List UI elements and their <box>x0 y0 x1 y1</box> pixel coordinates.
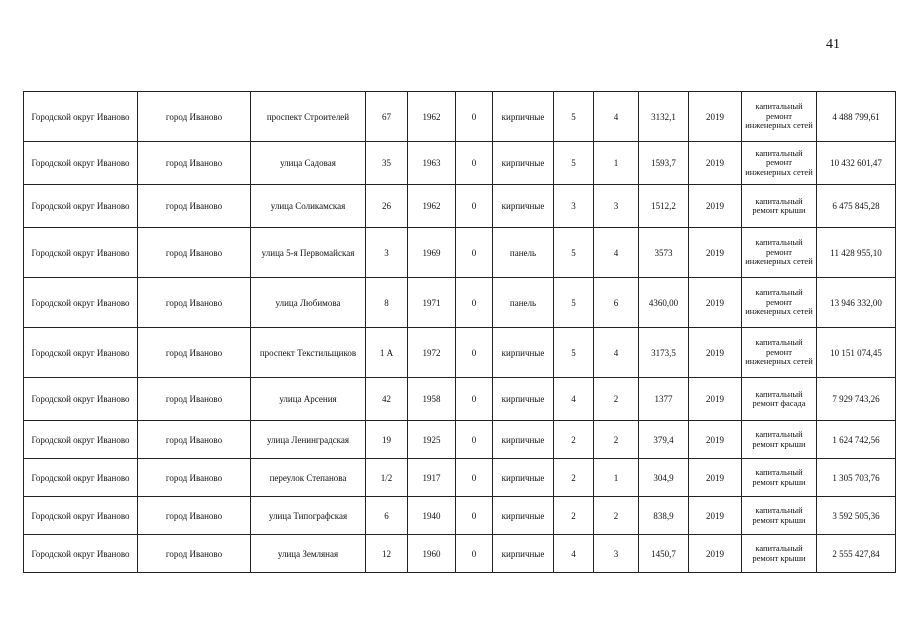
table-body <box>24 92 896 573</box>
wall-material-cell: кирпичные <box>493 378 554 421</box>
district-cell: Городской округ Иваново <box>24 497 138 535</box>
work-type-cell: капитальный ремонт инженерных сетей <box>742 278 817 328</box>
zero-value-cell: 0 <box>456 378 493 421</box>
area-cell: 3573 <box>639 228 689 278</box>
cost-cell: 4 488 799,61 <box>817 92 896 142</box>
zero-value-cell: 0 <box>456 535 493 573</box>
plan-year-cell: 2019 <box>689 378 742 421</box>
house-number-cell: 3 <box>366 228 408 278</box>
floors-cell: 5 <box>554 142 594 185</box>
district-cell: Городской округ Иваново <box>24 278 138 328</box>
cost-cell: 1 624 742,56 <box>817 421 896 459</box>
work-type-cell: капитальный ремонт крыши <box>742 421 817 459</box>
work-type-cell: капитальный ремонт крыши <box>742 459 817 497</box>
cost-cell: 6 475 845,28 <box>817 185 896 228</box>
city-cell: город Иваново <box>138 328 251 378</box>
wall-material-cell: панель <box>493 228 554 278</box>
house-number-cell: 26 <box>366 185 408 228</box>
floors-cell: 4 <box>554 378 594 421</box>
street-cell: улица Земляная <box>251 535 366 573</box>
work-type-cell: капитальный ремонт крыши <box>742 497 817 535</box>
floors-cell: 2 <box>554 459 594 497</box>
work-type-cell: капитальный ремонт инженерных сетей <box>742 228 817 278</box>
city-cell: город Иваново <box>138 278 251 328</box>
house-number-cell: 35 <box>366 142 408 185</box>
build-year-cell: 1917 <box>408 459 456 497</box>
build-year-cell: 1971 <box>408 278 456 328</box>
entrances-cell: 4 <box>594 92 639 142</box>
entrances-cell: 3 <box>594 535 639 573</box>
entrances-cell: 4 <box>594 328 639 378</box>
build-year-cell: 1958 <box>408 378 456 421</box>
plan-year-cell: 2019 <box>689 497 742 535</box>
wall-material-cell: кирпичные <box>493 421 554 459</box>
table-row <box>24 185 896 228</box>
cost-cell: 1 305 703,76 <box>817 459 896 497</box>
district-cell: Городской округ Иваново <box>24 378 138 421</box>
build-year-cell: 1925 <box>408 421 456 459</box>
table-row <box>24 421 896 459</box>
zero-value-cell: 0 <box>456 92 493 142</box>
street-cell: улица Ленинградская <box>251 421 366 459</box>
area-cell: 4360,00 <box>639 278 689 328</box>
entrances-cell: 2 <box>594 378 639 421</box>
entrances-cell: 1 <box>594 142 639 185</box>
wall-material-cell: панель <box>493 278 554 328</box>
work-type-cell: капитальный ремонт крыши <box>742 535 817 573</box>
district-cell: Городской округ Иваново <box>24 92 138 142</box>
street-cell: переулок Степанова <box>251 459 366 497</box>
district-cell: Городской округ Иваново <box>24 228 138 278</box>
city-cell: город Иваново <box>138 535 251 573</box>
house-number-cell: 6 <box>366 497 408 535</box>
table-row <box>24 278 896 328</box>
table-row <box>24 328 896 378</box>
street-cell: проспект Строителей <box>251 92 366 142</box>
zero-value-cell: 0 <box>456 185 493 228</box>
city-cell: город Иваново <box>138 92 251 142</box>
build-year-cell: 1972 <box>408 328 456 378</box>
house-number-cell: 8 <box>366 278 408 328</box>
area-cell: 1450,7 <box>639 535 689 573</box>
table-row <box>24 535 896 573</box>
city-cell: город Иваново <box>138 185 251 228</box>
area-cell: 1512,2 <box>639 185 689 228</box>
plan-year-cell: 2019 <box>689 328 742 378</box>
district-cell: Городской округ Иваново <box>24 328 138 378</box>
cost-cell: 13 946 332,00 <box>817 278 896 328</box>
entrances-cell: 6 <box>594 278 639 328</box>
work-type-cell: капитальный ремонт инженерных сетей <box>742 92 817 142</box>
build-year-cell: 1960 <box>408 535 456 573</box>
work-type-cell: капитальный ремонт фасада <box>742 378 817 421</box>
page-number: 41 <box>826 37 840 52</box>
street-cell: улица Садовая <box>251 142 366 185</box>
plan-year-cell: 2019 <box>689 278 742 328</box>
house-number-cell: 19 <box>366 421 408 459</box>
entrances-cell: 3 <box>594 185 639 228</box>
cost-cell: 11 428 955,10 <box>817 228 896 278</box>
plan-year-cell: 2019 <box>689 459 742 497</box>
work-type-cell: капитальный ремонт крыши <box>742 185 817 228</box>
street-cell: улица Соликамская <box>251 185 366 228</box>
floors-cell: 2 <box>554 497 594 535</box>
house-number-cell: 12 <box>366 535 408 573</box>
cost-cell: 2 555 427,84 <box>817 535 896 573</box>
zero-value-cell: 0 <box>456 328 493 378</box>
plan-year-cell: 2019 <box>689 228 742 278</box>
zero-value-cell: 0 <box>456 142 493 185</box>
wall-material-cell: кирпичные <box>493 535 554 573</box>
street-cell: улица Типографская <box>251 497 366 535</box>
build-year-cell: 1962 <box>408 185 456 228</box>
area-cell: 838,9 <box>639 497 689 535</box>
street-cell: улица Арсения <box>251 378 366 421</box>
plan-year-cell: 2019 <box>689 421 742 459</box>
table-row <box>24 378 896 421</box>
street-cell: улица Любимова <box>251 278 366 328</box>
area-cell: 3132,1 <box>639 92 689 142</box>
zero-value-cell: 0 <box>456 497 493 535</box>
build-year-cell: 1963 <box>408 142 456 185</box>
area-cell: 1377 <box>639 378 689 421</box>
entrances-cell: 1 <box>594 459 639 497</box>
wall-material-cell: кирпичные <box>493 142 554 185</box>
street-cell: улица 5-я Первомайская <box>251 228 366 278</box>
floors-cell: 5 <box>554 278 594 328</box>
floors-cell: 5 <box>554 328 594 378</box>
cost-cell: 10 151 074,45 <box>817 328 896 378</box>
zero-value-cell: 0 <box>456 459 493 497</box>
city-cell: город Иваново <box>138 228 251 278</box>
house-number-cell: 67 <box>366 92 408 142</box>
floors-cell: 5 <box>554 92 594 142</box>
wall-material-cell: кирпичные <box>493 459 554 497</box>
wall-material-cell: кирпичные <box>493 328 554 378</box>
house-number-cell: 1/2 <box>366 459 408 497</box>
floors-cell: 4 <box>554 535 594 573</box>
plan-year-cell: 2019 <box>689 185 742 228</box>
city-cell: город Иваново <box>138 497 251 535</box>
area-cell: 3173,5 <box>639 328 689 378</box>
build-year-cell: 1969 <box>408 228 456 278</box>
district-cell: Городской округ Иваново <box>24 142 138 185</box>
city-cell: город Иваново <box>138 378 251 421</box>
work-type-cell: капитальный ремонт инженерных сетей <box>742 328 817 378</box>
house-number-cell: 1 А <box>366 328 408 378</box>
build-year-cell: 1940 <box>408 497 456 535</box>
area-cell: 379,4 <box>639 421 689 459</box>
street-cell: проспект Текстильщиков <box>251 328 366 378</box>
city-cell: город Иваново <box>138 142 251 185</box>
district-cell: Городской округ Иваново <box>24 185 138 228</box>
wall-material-cell: кирпичные <box>493 185 554 228</box>
plan-year-cell: 2019 <box>689 535 742 573</box>
area-cell: 304,9 <box>639 459 689 497</box>
floors-cell: 2 <box>554 421 594 459</box>
cost-cell: 10 432 601,47 <box>817 142 896 185</box>
entrances-cell: 2 <box>594 421 639 459</box>
area-cell: 1593,7 <box>639 142 689 185</box>
cost-cell: 7 929 743,26 <box>817 378 896 421</box>
district-cell: Городской округ Иваново <box>24 535 138 573</box>
table-row <box>24 497 896 535</box>
table-row <box>24 228 896 278</box>
table-row <box>24 459 896 497</box>
city-cell: город Иваново <box>138 421 251 459</box>
entrances-cell: 2 <box>594 497 639 535</box>
plan-year-cell: 2019 <box>689 92 742 142</box>
floors-cell: 3 <box>554 185 594 228</box>
zero-value-cell: 0 <box>456 421 493 459</box>
district-cell: Городской округ Иваново <box>24 421 138 459</box>
housing-repair-table <box>23 91 896 573</box>
wall-material-cell: кирпичные <box>493 92 554 142</box>
zero-value-cell: 0 <box>456 278 493 328</box>
city-cell: город Иваново <box>138 459 251 497</box>
house-number-cell: 42 <box>366 378 408 421</box>
table-row <box>24 92 896 142</box>
wall-material-cell: кирпичные <box>493 497 554 535</box>
zero-value-cell: 0 <box>456 228 493 278</box>
entrances-cell: 4 <box>594 228 639 278</box>
cost-cell: 3 592 505,36 <box>817 497 896 535</box>
floors-cell: 5 <box>554 228 594 278</box>
work-type-cell: капитальный ремонт инженерных сетей <box>742 142 817 185</box>
plan-year-cell: 2019 <box>689 142 742 185</box>
build-year-cell: 1962 <box>408 92 456 142</box>
district-cell: Городской округ Иваново <box>24 459 138 497</box>
table-row <box>24 142 896 185</box>
